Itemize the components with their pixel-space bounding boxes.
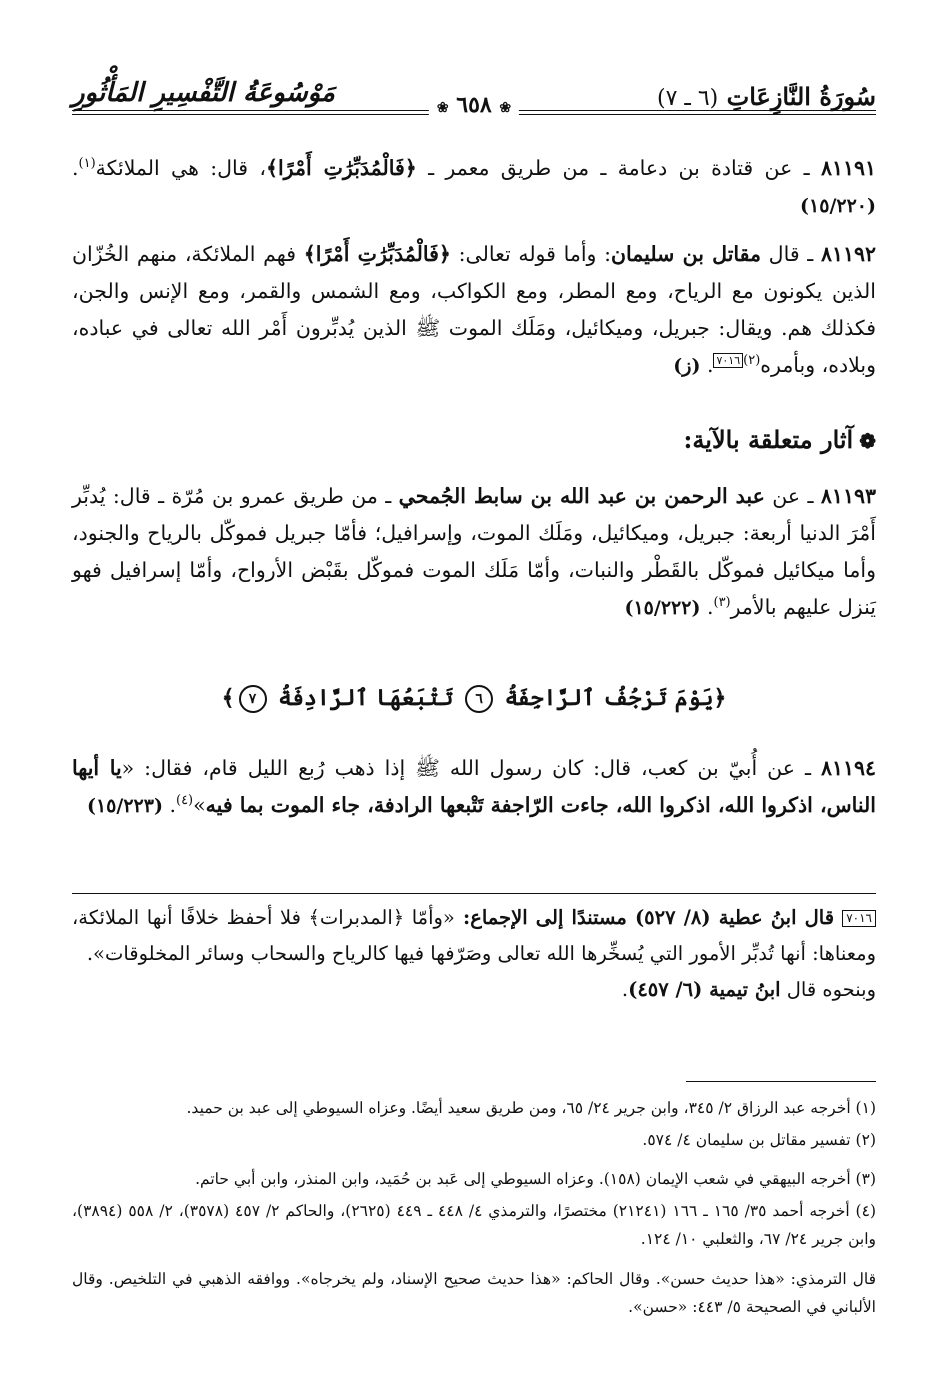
entry-text: . <box>162 793 176 817</box>
footnote-4-cont: قال الترمذي: «هذا حديث حسن». وقال الحاكم: «هذا حديث صحيح الإسناد، ولم يخرجاه». ووافقه الذهبي في التلخيص. وقال الألباني في الصحيحة ٥/ ٤٤٣: «حسن». <box>72 1270 876 1316</box>
entry-number: ٨١١٩١ <box>820 156 877 180</box>
quran-verse <box>72 685 876 713</box>
footnote-marker: (٢) <box>743 353 761 369</box>
footnote-4: (٤) أخرجه أحمد ٣٥/ ١٦٥ ـ ١٦٦ (٢١٢٤١) مختصرًا، والترمذي ٤/ ٤٤٨ ـ ٤٤٩ (٢٦٢٥)، والحاكم ٢/ ٤٥٧ (٣٥٧٨)، ٢/ ٥٥٨ (٣٨٩٤)، وابن جرير ٢٤/ ٦٧، والثعلبي ١٠/ ١٢٤. <box>72 1202 876 1248</box>
entry-text: ـ قال <box>761 242 821 266</box>
entry-text: ، قال: هي الملائكة <box>95 156 266 180</box>
ornament-icon: ❀ <box>499 100 512 116</box>
running-header <box>72 70 876 116</box>
tarjih-source: ابنُ تيمية (٦/ ٤٥٧) <box>628 978 781 1001</box>
verse-number: ٦ <box>465 685 493 713</box>
verse-number: ٧ <box>239 685 267 713</box>
footnote-marker: (٤) <box>175 793 194 809</box>
volume-ref: (ز) <box>673 355 701 377</box>
entry-number: ٨١١٩٤ <box>820 756 876 780</box>
entry-81193 <box>72 478 876 627</box>
footnote-marker: (٣) <box>713 595 731 611</box>
volume-ref: (١٥/٢٢٣) <box>86 795 163 817</box>
entry-81191 <box>72 150 876 225</box>
entry-text: » <box>193 793 206 817</box>
tarjih-paragraph <box>72 900 876 972</box>
tarjih-line <box>72 972 876 1008</box>
speaker-name: مقاتل بن سليمان <box>611 242 762 266</box>
entry-text: فهم الملائكة، منهم الخُزّان الذين يكونون مع الرياح، ومع المطر، ومع الكواكب، ومع الشمس والقمر، ومع الإنس والجن، فكذلك هم. ويقال: جبريل، وميكائيل، ومَلَك الموت ﷺ الذين يُدبِّرون أَمْر الله تعالى في عباده، وبلاده، وبأمره <box>72 242 876 377</box>
entry-number: ٨١١٩٢ <box>820 242 877 266</box>
book-title: مَوْسُوعَةُ التَّفْسِيرِ المَأْثُورِ <box>72 78 335 108</box>
page-number <box>429 92 519 118</box>
ornament-icon: ❀ <box>436 100 449 116</box>
heading-text: آثار متعلقة بالآية: <box>683 425 854 454</box>
verse-text: تَتْبَعُهَا ٱلرَّادِفَةُ <box>278 685 454 711</box>
quran-quote: ﴿فَالْمُدَبِّرَٰتِ أَمْرًا﴾ <box>303 242 451 266</box>
page-number-text: ٦٥٨ <box>456 92 492 118</box>
tarjih-box-number: ٧٠١٦ <box>842 910 876 927</box>
entry-number: ٨١١٩٣ <box>820 484 876 508</box>
tarjih-note <box>72 900 876 1008</box>
footnote-3: (٣) أخرجه البيهقي في شعب الإيمان (١٥٨). وعزاه السيوطي إلى عَبد بن حُمَيد، وابن المنذر، وابن أبي حاتم. <box>195 1170 876 1188</box>
ayat-range: (٦ ـ ٧) <box>656 86 719 111</box>
tarjih-text: «وأمّا ﴿المدبرات﴾ فلا أحفظ خلافًا أنها الملائكة، ومعناها: أنها تُدبِّر الأمور التي يُسخِّرها الله تعالى وصَرّفها فيها كالرياح والسحاب وسائر المخلوقات». <box>72 906 876 965</box>
verse-text: يَوْمَ تَرْجُفُ ٱلرَّاجِفَةُ <box>504 685 714 711</box>
surah-name: سُورَةُ النَّازِعَاتِ <box>726 82 876 111</box>
separator-line <box>72 893 876 894</box>
entry-text: : وأما قوله تعالى: <box>450 242 611 266</box>
tarjih-lead: قال ابنُ عطية (٨/ ٥٢٧) مستندًا إلى الإجماع: <box>454 906 843 929</box>
quran-quote: ﴿فَالْمُدَبِّرَٰتِ أَمْرًا﴾ <box>265 156 417 180</box>
entry-text: . <box>700 595 714 619</box>
entry-text: ـ عن <box>764 484 821 508</box>
volume-ref: (١٥/٢٢٢) <box>624 597 701 619</box>
volume-ref: (١٥/٢٢٠) <box>800 195 876 217</box>
bracket: ﴾ <box>221 685 235 711</box>
entry-text: ـ من طريق عمرو بن مُرّة ـ قال: يُدبِّر أَمْرَ الدنيا أربعة: جبريل، وميكائيل، ومَلَك الموت، وإسرافيل؛ فأمّا جبريل فموكّل بالرياح والجنود، وأما ميكائيل فموكّل بالقَطْر والنبات، وأمّا مَلَك الموت فموكّل بقَبْض الأرواح، وأمّا إسرافيل فهو يَنزل عليهم بالأمر <box>72 484 876 619</box>
hadith-text: يا أيها الناس، اذكروا الله، اذكروا الله، جاءت الرّاجفة تَتْبعها الرادفة، جاء الموت بما فيه <box>72 756 876 817</box>
footnote-1: (١) أخرجه عبد الرزاق ٢/ ٣٤٥، وابن جرير ٢٤/ ٦٥، ومن طريق سعيد أيضًا. وعزاه السيوطي إلى عبد بن حميد. <box>186 1099 876 1117</box>
entry-text: ـ عن قتادة بن دعامة ـ من طريق معمر ـ <box>416 156 821 180</box>
speaker-name: عبد الرحمن بن عبد الله بن سابط الجُمحي <box>398 484 765 508</box>
entry-text: . <box>700 353 714 377</box>
bracket: ﴿ <box>713 685 727 711</box>
tarjih-box-ref: ٧٠١٦ <box>713 353 743 368</box>
tarjih-text: وبنحوه قال <box>780 978 876 1001</box>
flower-icon: ❁ <box>859 429 876 453</box>
section-heading <box>684 425 876 454</box>
footnote-marker: (١) <box>78 156 96 172</box>
entry-text: ـ عن أُبيّ بن كعب، قال: كان رسول الله ﷺ إذا ذهب رُبع الليل قام، فقال: « <box>121 756 821 780</box>
entry-81194 <box>72 750 876 825</box>
footnote-separator <box>686 1081 876 1082</box>
tarjih-text: . <box>621 978 629 1001</box>
entry-text: . <box>72 156 79 180</box>
surah-title <box>657 82 876 111</box>
footnote-2: (٢) تفسير مقاتل بن سليمان ٤/ ٥٧٤. <box>642 1131 876 1149</box>
entry-81192 <box>72 236 876 385</box>
